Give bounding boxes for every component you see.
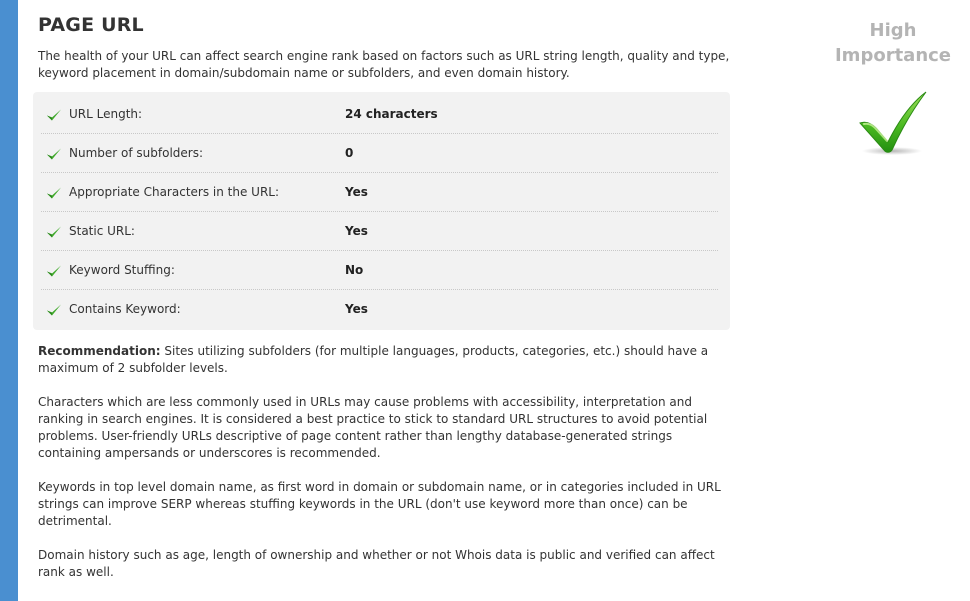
paragraph-keywords: Keywords in top level domain name, as first word in domain or subdomain name, or in categories included in URL strings can improve SERP whereas stuffing keywords in the URL (don't use keyword more than once) can be detrimental. xyxy=(38,480,721,528)
recommendation-text: Sites utilizing subfolders (for multiple languages, products, categories, etc.) should have a maximum of 2 subfolder levels. xyxy=(38,344,709,375)
recommendation xyxy=(38,343,730,377)
check-icon xyxy=(46,264,62,278)
check-row-appropriate-characters xyxy=(41,173,718,212)
check-value: 24 characters xyxy=(345,107,438,121)
left-accent-bar xyxy=(0,0,18,601)
check-label: Number of subfolders: xyxy=(69,146,204,160)
check-icon xyxy=(46,147,62,161)
check-icon xyxy=(46,225,62,239)
check-icon xyxy=(46,303,62,317)
check-row-contains-keyword xyxy=(41,290,718,328)
check-icon xyxy=(46,186,62,200)
check-row-keyword-stuffing xyxy=(41,251,718,290)
importance-level: High xyxy=(869,20,917,41)
check-label: Contains Keyword: xyxy=(69,302,181,316)
check-label: URL Length: xyxy=(69,107,143,121)
check-label: Appropriate Characters in the URL: xyxy=(69,185,280,199)
check-results-panel xyxy=(33,92,730,330)
page-url-section xyxy=(38,12,730,581)
check-label: Keyword Stuffing: xyxy=(69,263,175,277)
paragraph-characters: Characters which are less commonly used in URLs may cause problems with accessibility, interpretation and ranking in search engines. It is considered a best practice to stick to standard URL structures to avoid potential problems. User-friendly URLs descriptive of page content rather than lengthy database-generated strings containing ampersands or underscores is recommended. xyxy=(38,395,708,460)
recommendation-heading: Recommendation: xyxy=(38,344,161,358)
check-value: 0 xyxy=(345,146,354,160)
check-icon xyxy=(46,108,62,122)
check-value: Yes xyxy=(345,302,368,316)
check-row-static-url xyxy=(41,212,718,251)
importance-word: Importance xyxy=(834,45,952,66)
section-intro: The health of your URL can affect search engine rank based on factors such as URL string length, quality and type, keyword placement in domain/subdomain name or subfolders, and even domain history. xyxy=(38,49,730,80)
check-value: Yes xyxy=(345,224,368,238)
check-row-url-length xyxy=(41,95,718,134)
check-value: No xyxy=(345,263,364,277)
section-title: PAGE URL xyxy=(38,14,144,36)
paragraph-domain-history: Domain history such as age, length of ownership and whether or not Whois data is public and verified can affect rank as well. xyxy=(38,548,715,579)
check-value: Yes xyxy=(345,185,368,199)
importance-label xyxy=(830,18,956,68)
check-icon xyxy=(858,90,930,156)
check-row-subfolders xyxy=(41,134,718,173)
check-label: Static URL: xyxy=(69,224,135,238)
